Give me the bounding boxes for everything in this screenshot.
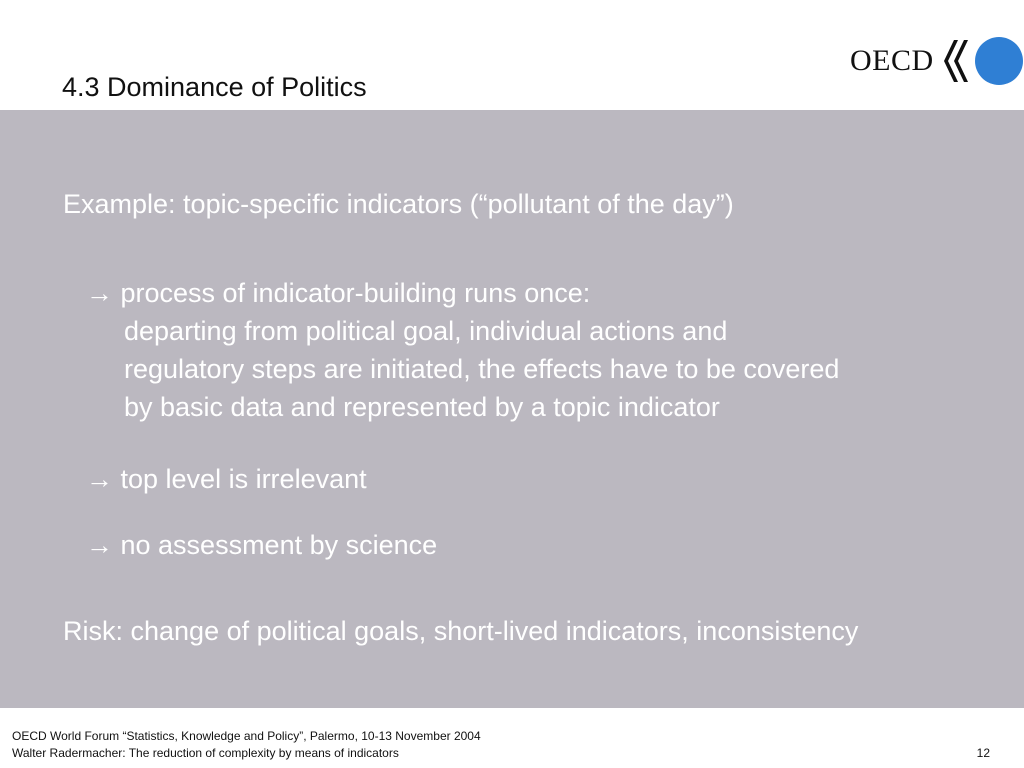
example-text: Example: topic-specific indicators (“pollutant of the day”)	[63, 189, 734, 219]
oecd-logo	[848, 36, 1024, 86]
content-panel	[0, 110, 1024, 708]
bullet-1-line-2: departing from political goal, individual actions and	[124, 316, 728, 346]
slide-title: 4.3 Dominance of Politics	[62, 72, 367, 102]
risk-text: Risk: change of political goals, short-lived indicators, inconsistency	[63, 616, 859, 646]
bullet-1-line-1: → process of indicator-building runs once:	[86, 278, 591, 308]
footer-line-1: OECD World Forum “Statistics, Knowledge and Policy”, Palermo, 10-13 November 2004	[12, 729, 481, 743]
oecd-emblem-icon	[942, 36, 1024, 86]
bullet-1-line-4: by basic data and represented by a topic indicator	[124, 392, 720, 422]
oecd-logo-text: OECD	[850, 44, 934, 77]
bullet-1-line-3: regulatory steps are initiated, the effects have to be covered	[124, 354, 840, 384]
bullet-2: → top level is irrelevant	[86, 464, 367, 494]
page-number: 12	[976, 746, 990, 760]
bullet-3: → no assessment by science	[86, 530, 438, 560]
footer-line-2: Walter Radermacher: The reduction of complexity by means of indicators	[12, 746, 399, 760]
